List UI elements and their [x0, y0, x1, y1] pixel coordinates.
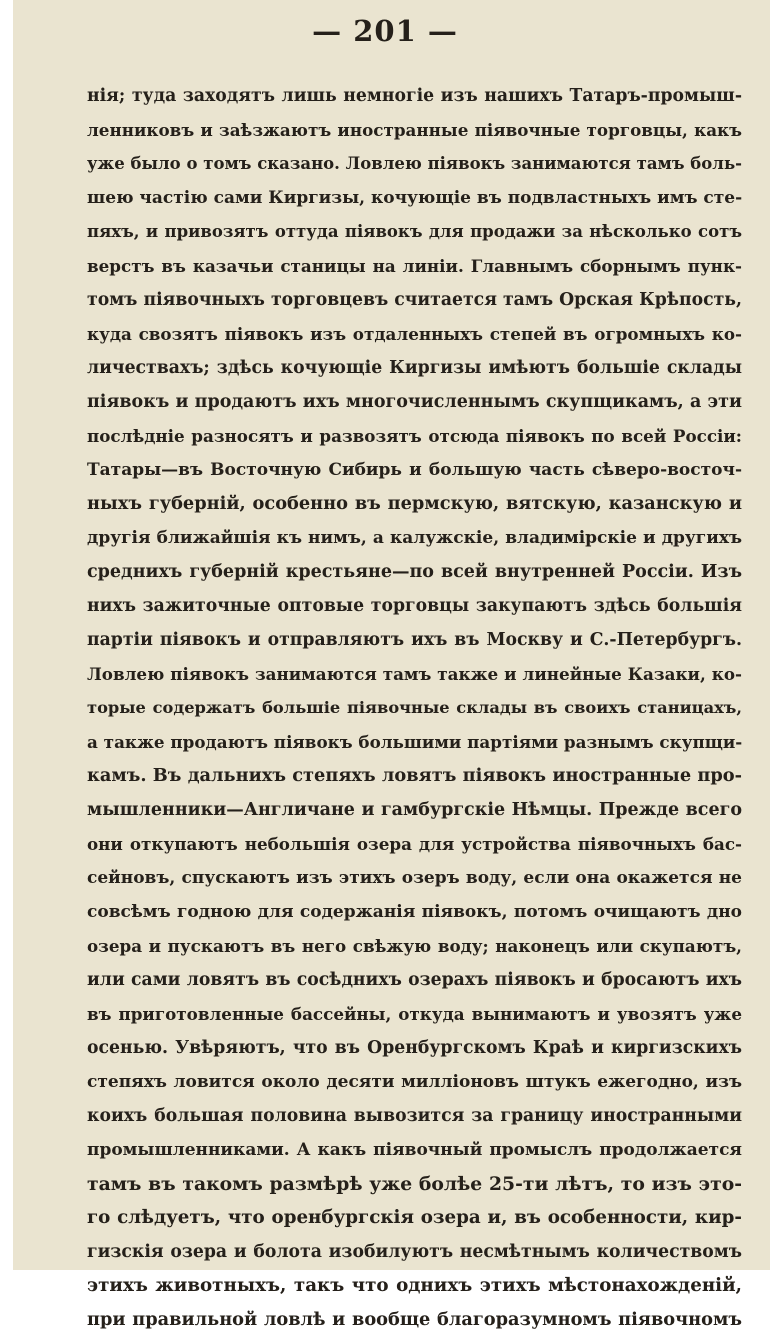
text-line: куда свозятъ піявокъ изъ отдаленныхъ степей въ огромныхъ ко-: [87, 324, 742, 344]
text-line: озера и пускаютъ въ него свѣжую воду; наконецъ или скупаютъ,: [87, 936, 742, 956]
text-line: сейновъ, спускаютъ изъ этихъ озеръ воду, если она окажется не: [87, 868, 742, 888]
text-line: ныхъ губерній, особенно въ пермскую, вятскую, казанскую и: [87, 493, 742, 514]
text-line: въ приготовленные бассейны, откуда вынимаютъ и увозятъ уже: [87, 1004, 742, 1024]
text-line: шею частію сами Киргизы, кочующіе въ подвластныхъ имъ сте-: [87, 188, 742, 208]
text-line: го слѣдуетъ, что оренбургскія озера и, въ особенности, кир-: [87, 1207, 742, 1228]
text-line: мышленники—Англичане и гамбургскіе Нѣмцы. Прежде всего: [87, 800, 742, 820]
text-line: верстъ въ казачьи станицы на линіи. Главнымъ сборнымъ пунк-: [87, 256, 742, 276]
page-number: — 201 —: [312, 14, 458, 48]
text-line: гизскія озера и болота изобилуютъ несмѣтнымъ количествомъ: [87, 1242, 742, 1262]
text-line: совсѣмъ годною для содержанія піявокъ, потомъ очищаютъ дно: [87, 902, 742, 922]
text-line: или сами ловятъ въ сосѣднихъ озерахъ піявокъ и бросаютъ ихъ: [87, 970, 742, 990]
text-line: личествахъ; здѣсь кочующіе Киргизы имѣютъ большіе склады: [87, 358, 742, 378]
text-line: степяхъ ловится около десяти милліоновъ штукъ ежегодно, изъ: [87, 1072, 742, 1092]
text-line: ленниковъ и заѣзжаютъ иностранные піявочные торговцы, какъ: [87, 120, 742, 140]
text-line: осенью. Увѣряютъ, что въ Оренбургскомъ Краѣ и киргизскихъ: [87, 1038, 742, 1058]
text-line: послѣдніе разносятъ и развозятъ отсюда піявокъ по всей Россіи:: [87, 426, 742, 446]
text-line: коихъ большая половина вывозится за границу иностранными: [87, 1106, 742, 1126]
text-line: томъ піявочныхъ торговцевъ считается тамъ Орская Крѣпость,: [87, 290, 742, 310]
text-line: Ловлею піявокъ занимаются тамъ также и линейные Казаки, ко-: [87, 664, 742, 684]
text-line: нихъ зажиточные оптовые торговцы закупаютъ здѣсь большія: [87, 596, 742, 616]
text-line: а также продаютъ піявокъ большими партіями разнымъ скупщи-: [87, 732, 742, 752]
text-line: нія; туда заходятъ лишь немногіе изъ нашихъ Татаръ-промыш-: [87, 86, 742, 106]
text-line: Татары—въ Восточную Сибирь и большую часть сѣверо-восточ-: [87, 460, 742, 480]
text-line: торые содержатъ большіе піявочные склады въ своихъ станицахъ,: [87, 698, 742, 717]
text-line: среднихъ губерній крестьяне—по всей внутренней Россіи. Изъ: [87, 562, 742, 582]
text-line: камъ. Въ дальнихъ степяхъ ловятъ піявокъ иностранные про-: [87, 765, 742, 786]
text-line: промышленниками. А какъ піявочный промыслъ продолжается: [87, 1140, 742, 1160]
text-line: тамъ въ такомъ размѣрѣ уже болѣе 25-ти лѣтъ, то изъ это-: [87, 1173, 742, 1195]
text-line: піявокъ и продаютъ ихъ многочисленнымъ скупщикамъ, а эти: [87, 392, 742, 412]
text-line: при правильной ловлѣ и вообще благоразумномъ піявочномъ: [87, 1309, 742, 1330]
body-text: [87, 79, 742, 1337]
text-line: они откупаютъ небольшія озера для устройства піявочныхъ бас-: [87, 834, 742, 854]
text-line: пяхъ, и привозятъ оттуда піявокъ для продажи за нѣсколько сотъ: [87, 222, 742, 241]
text-line: другія ближайшія къ нимъ, а калужскіе, владимірскіе и другихъ: [87, 528, 742, 548]
text-line: уже было о томъ сказано. Ловлею піявокъ занимаются тамъ боль-: [87, 154, 742, 173]
text-line: партіи піявокъ и отправляютъ ихъ въ Москву и С.-Петербургъ.: [87, 630, 742, 650]
text-line: этихъ животныхъ, такъ что однихъ этихъ мѣстонахожденій,: [87, 1275, 742, 1296]
